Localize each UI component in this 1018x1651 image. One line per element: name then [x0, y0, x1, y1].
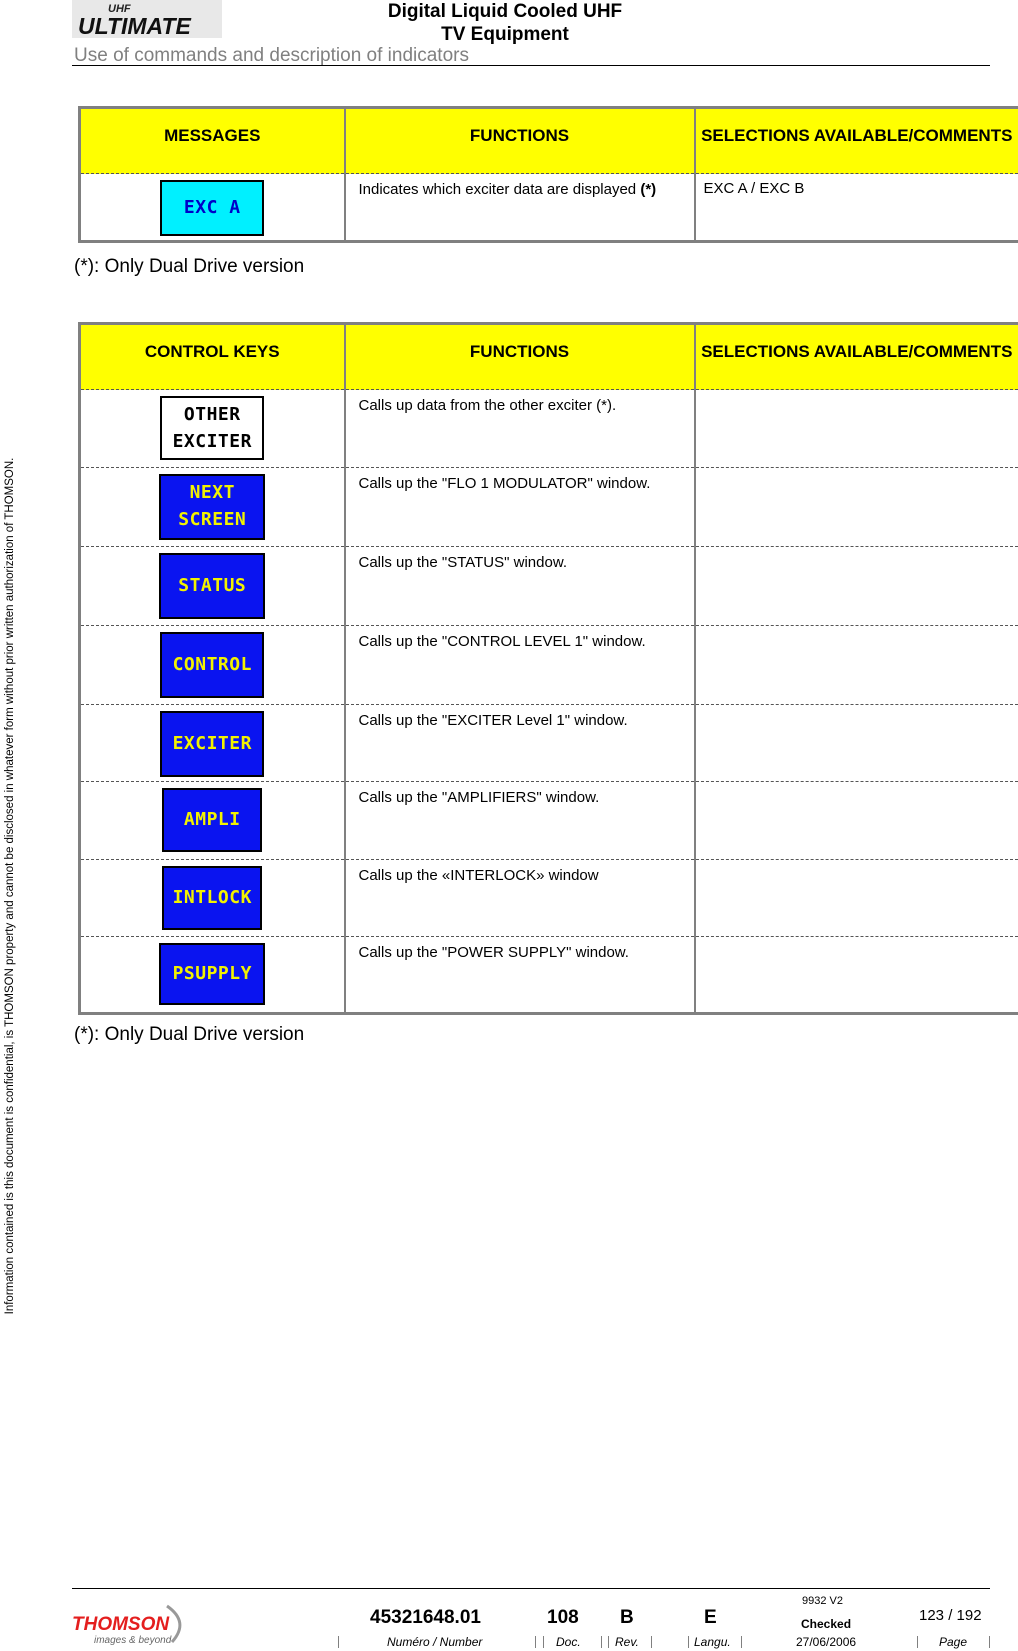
- exc-a-indicator: EXC A: [160, 180, 264, 236]
- table-row: AMPLI Calls up the "AMPLIFIERS" window.: [80, 782, 1018, 860]
- doc-number: 108: [547, 1607, 579, 1629]
- thomson-logo: [72, 1600, 192, 1646]
- table-row: PSUPPLY Calls up the "POWER SUPPLY" window.: [80, 937, 1018, 1014]
- footer-separator: [741, 1636, 742, 1648]
- revision: B: [620, 1607, 634, 1629]
- svg-text:THOMSON: THOMSON: [72, 1614, 170, 1635]
- table-row: INTLOCK Calls up the «INTERLOCK» window: [80, 860, 1018, 937]
- page-number: 123 / 192: [919, 1607, 982, 1624]
- svg-text:UHF: UHF: [108, 3, 131, 15]
- table-header-row: [80, 324, 1018, 390]
- checked-label: Checked: [801, 1617, 851, 1631]
- dual-drive-note: (*): Only Dual Drive version: [74, 1024, 304, 1046]
- intlock-key[interactable]: INTLOCK: [162, 866, 262, 930]
- psupply-key[interactable]: PSUPPLY: [159, 943, 265, 1005]
- header-control-keys: CONTROL KEYS: [80, 324, 345, 390]
- footer-separator: [688, 1636, 689, 1648]
- svg-text:ULTIMATE: ULTIMATE: [78, 13, 192, 39]
- table-row: EXCITER Calls up the "EXCITER Level 1" window.: [80, 705, 1018, 782]
- label-lang: Langu.: [694, 1635, 731, 1649]
- table-row: EXC A Indicates which exciter data are displayed (*) EXC A / EXC B: [80, 174, 1018, 242]
- label-number: Numéro / Number: [387, 1635, 482, 1649]
- other-exciter-key[interactable]: OTHER EXCITER: [160, 396, 264, 460]
- table-row: NEXT SCREEN Calls up the "FLO 1 MODULATOR" window.: [80, 468, 1018, 547]
- footer-separator: [917, 1636, 918, 1648]
- version: 9932 V2: [802, 1595, 843, 1607]
- header-selections: SELECTIONS AVAILABLE/COMMENTS: [695, 324, 1018, 390]
- exciter-key[interactable]: EXCITER: [160, 711, 264, 777]
- date: 27/06/2006: [796, 1635, 856, 1649]
- footer-divider: [72, 1588, 990, 1589]
- label-rev: Rev.: [615, 1635, 639, 1649]
- svg-text:images & beyond: images & beyond: [94, 1635, 172, 1646]
- document-number: 45321648.01: [370, 1607, 481, 1629]
- header-functions: FUNCTIONS: [345, 108, 695, 174]
- section-subtitle: Use of commands and description of indicators: [74, 45, 469, 67]
- footer-separator: [338, 1636, 339, 1648]
- table-header-row: [80, 108, 1018, 174]
- table-row: STATUS Calls up the "STATUS" window.: [80, 547, 1018, 626]
- ultimate-logo: [72, 0, 222, 40]
- label-doc: Doc.: [556, 1635, 581, 1649]
- status-key[interactable]: STATUS: [159, 553, 265, 619]
- dual-drive-note: (*): Only Dual Drive version: [74, 256, 304, 278]
- header-divider: [72, 65, 990, 66]
- header-messages: MESSAGES: [80, 108, 345, 174]
- label-page: Page: [939, 1635, 967, 1649]
- footer-separator: [989, 1636, 990, 1648]
- footer-separator: [601, 1636, 602, 1648]
- language: E: [704, 1607, 717, 1629]
- next-screen-key[interactable]: NEXT SCREEN: [159, 474, 265, 540]
- footer-separator: [535, 1636, 536, 1648]
- control-keys-table: [78, 322, 1018, 1015]
- ampli-key[interactable]: AMPLI: [162, 788, 262, 852]
- confidentiality-notice: Information contained is this document is confidential, is THOMSON property and cannot be disclosed in whatever form without prior written authorization of THOMSON.: [4, 286, 16, 1486]
- header-selections: SELECTIONS AVAILABLE/COMMENTS: [695, 108, 1018, 174]
- footer-separator: [651, 1636, 652, 1648]
- control-key[interactable]: CONTROL: [160, 632, 264, 698]
- footer-separator: [543, 1636, 544, 1648]
- document-title: Digital Liquid Cooled UHF TV Equipment: [330, 0, 680, 46]
- table-row: OTHER EXCITER Calls up data from the other exciter (*).: [80, 390, 1018, 468]
- messages-table: [78, 106, 1018, 243]
- footer-separator: [608, 1636, 609, 1648]
- table-row: CONTROL Calls up the "CONTROL LEVEL 1" window.: [80, 626, 1018, 705]
- header-functions: FUNCTIONS: [345, 324, 695, 390]
